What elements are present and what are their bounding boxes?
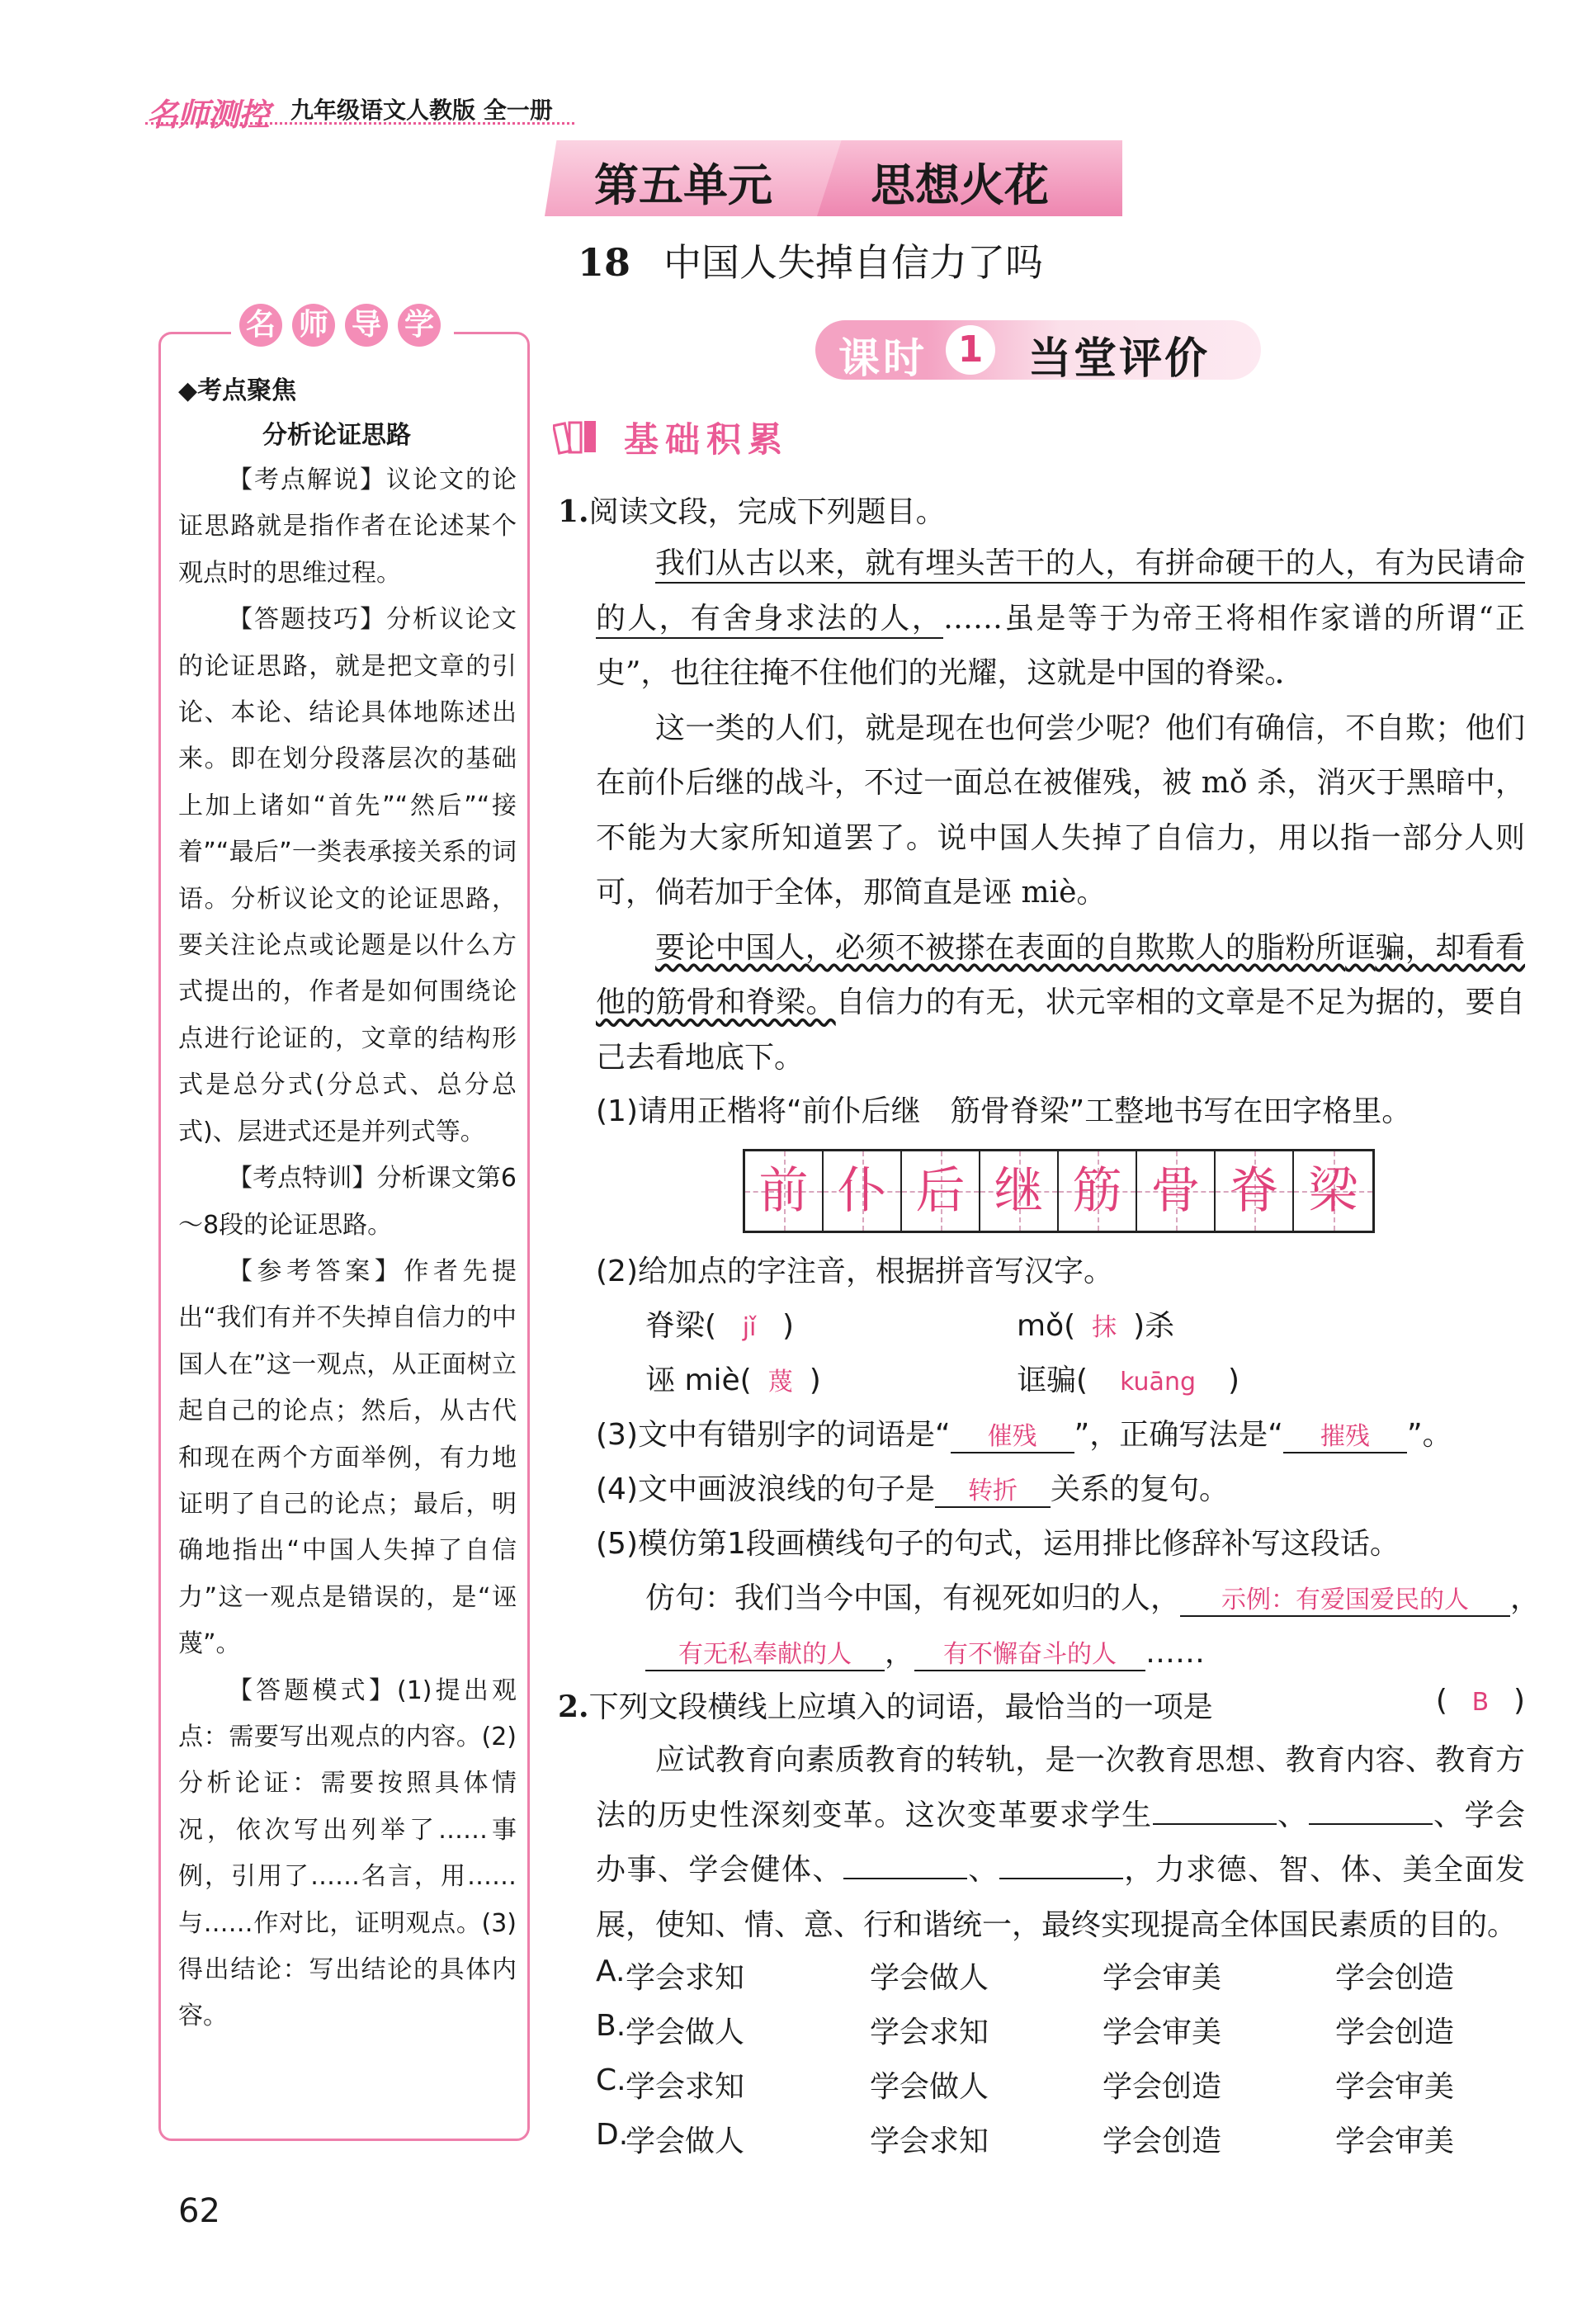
question-1-prompt [558, 489, 946, 531]
answer: 有不懈奋斗的人 [914, 1633, 1145, 1671]
question-text: 阅读文段，完成下列题目。 [588, 495, 946, 529]
guide-paragraph: 【参考答案】作者先提出“我们有并不失掉自信力的中国人在”这一观点，从正面树立起自己的论点；然后，从古代和现在两个方面举例，有力地证明了自己的论点；最后，明确地指出“中国人失掉了自信力”这一观点是错误的，是“诬蔑”。 [178, 1256, 517, 1659]
answer: 转折 [935, 1470, 1051, 1508]
underlined-sentence: 我们从古以来，就有埋头苦干的人，有拼命硬干的人，有为民请命的人，有舍身求法的人， [596, 546, 1525, 639]
lesson-title: 中国人失掉自信力了吗 [663, 240, 1044, 285]
unit-banner [545, 140, 1122, 216]
answer: 催残 [951, 1416, 1074, 1453]
grid-cell: 脊 [1216, 1151, 1294, 1231]
dotted-char: 诓 [1345, 930, 1376, 965]
unit-number: 第五单元 [594, 158, 772, 211]
header-divider [145, 122, 574, 125]
answer: B [1471, 1688, 1490, 1717]
page-number: 62 [178, 2192, 220, 2230]
grid-cell: 前 [745, 1151, 824, 1231]
period-badge [815, 320, 1261, 384]
answer: 有无私奉献的人 [645, 1633, 885, 1671]
brand-logo: 名师测控 [147, 97, 270, 133]
grid-cell: 梁 [1294, 1151, 1372, 1231]
teacher-guide-header [231, 304, 454, 357]
guide-badge-2: 师 [292, 304, 335, 347]
passage-text: 要论中国人，必须不被搽在表面的自欺欺人的脂粉所 [655, 930, 1346, 965]
answer-bracket: ( B ) [1435, 1684, 1525, 1718]
answer: 摧残 [1283, 1416, 1407, 1453]
pinyin-item: 诓骗( kuāng ) [1017, 1364, 1240, 1397]
book-icon [553, 418, 602, 457]
unit-name: 思想火花 [871, 158, 1049, 211]
question-2-prompt [558, 1684, 1525, 1726]
period-title: 当堂评价 [1028, 334, 1211, 384]
exam-focus-topic: 分析论证思路 [262, 421, 411, 450]
q1-sub2: (2)给加点的字注音，根据拼音写汉字。 [596, 1255, 1113, 1288]
passage-paragraph-1 [596, 536, 1525, 702]
guide-paragraph: 【考点解说】议论文的论证思路就是指作者在论述某个观点时的思维过程。 [178, 466, 517, 588]
q1-sub5: (5)模仿第1段画横线句子的句式，运用排比修辞补写这段话。 [596, 1527, 1400, 1561]
guide-badge-4: 学 [398, 304, 441, 347]
passage-paragraph-2: 这一类的人们，就是现在也何尝少呢？他们有确信，不自欺；他们在前仆后继的战斗，不过一面总在被催残，被 mǒ 杀，消灭于黑暗中，不能为大家所知道罢了。说中国人失掉了自信力，用以指一部分人则可，倘若加于全体，那简直是诬 miè。 [596, 711, 1525, 910]
guide-paragraph: 【答题技巧】分析议论文的论证思路，就是把文章的引论、本论、结论具体地陈述出来。即在划分段落层次的基础上加上诸如“首先”“然后”“接着”“最后”一类表承接关系的词语。分析议论文的论证思路，要关注论点或论题是以什么方式提出的，作者是如何围绕论点进行论证的，文章的结构形式是总分式(分总式、总分总式)、层进式还是并列式等。 [178, 605, 517, 1146]
question-text: 下列文段横线上应填入的词语，最恰当的一项是 [588, 1690, 1213, 1724]
grid-cell: 仆 [824, 1151, 902, 1231]
tianzige-grid [743, 1149, 1375, 1233]
lesson-number: 18 [578, 240, 631, 285]
passage-text: ……虽是等于为帝王将相作家谱的所谓“正史”，也往往掩不住他们的光耀，这就是中国的脊 [596, 601, 1525, 690]
period-number: 1 [946, 325, 995, 375]
question-number: 1. [558, 494, 589, 529]
lesson-title-line [578, 233, 1043, 287]
passage-text: 骗，却看看他的筋骨和脊梁。 [596, 930, 1525, 1019]
answer: 蔑 [767, 1368, 793, 1397]
q1-sub3: (3)文中有错别字的词语是“ 催残 ”，正确写法是“ 摧残 ”。 [596, 1411, 1452, 1453]
section-title: 基础积累 [624, 419, 790, 460]
grid-cell: 筋 [1059, 1151, 1137, 1231]
passage-text: 自信力的有无，状元宰相的文章是不足为据的，要自己去看地底下。 [596, 985, 1525, 1075]
guide-paragraph: 【考点特训】分析课文第6～8段的论证思路。 [178, 1164, 517, 1240]
pinyin-item: mǒ( 抹 )杀 [1017, 1302, 1174, 1345]
dotted-char: 梁 [1235, 656, 1265, 690]
grid-cell: 继 [980, 1151, 1059, 1231]
question-number: 2. [558, 1690, 589, 1724]
pinyin-item: 诬 miè( 蔑 ) [645, 1357, 821, 1399]
passage-paragraph-3 [596, 921, 1525, 1086]
book-title: 九年级语文人教版 全一册 [290, 97, 553, 124]
pinyin-item: 脊梁( jǐ ) [645, 1309, 795, 1343]
answer: 抹 [1092, 1313, 1117, 1342]
answer: jǐ [742, 1313, 757, 1342]
guide-paragraph: 【答题模式】(1)提出观点：需要写出观点的内容。(2)分析论证：需要按照具体情况，依次写出列举了……事例，引用了……名言，用……与……作对比，证明观点。(3)得出结论：写出结论的具体内容。 [178, 1675, 517, 2031]
guide-badge-1: 名 [239, 304, 282, 347]
passage-paragraph: 应试教育向素质教育的转轨，是一次教育思想、教育内容、教育方法的历史性深刻变革。这次变革要求学生 、 、学会办事、学会健体、 、 ，力求德、智、体、美全面发展，使知、情、意、行和谐统一，最终实现提高全体国民素质的目的。 [596, 1743, 1525, 1942]
q2-passage [596, 1733, 1525, 1953]
passage-text: 。 [1264, 656, 1295, 690]
imitate-line-1: 仿句：我们当今中国，有视死如归的人， 示例：有爱国爱民的人 ， [645, 1575, 1540, 1617]
grid-cell: 后 [902, 1151, 980, 1231]
period-label: 课时 [838, 334, 928, 382]
imitate-line-2: 有无私奉献的人 ， 有不懈奋斗的人 …… [645, 1629, 1205, 1671]
teacher-guide-text [178, 457, 517, 2040]
answer: kuāng [1120, 1368, 1196, 1397]
q1-passage [596, 536, 1525, 1085]
grid-cell: 骨 [1137, 1151, 1216, 1231]
exam-focus-heading: ◆考点聚焦 [178, 376, 297, 405]
guide-badge-3: 导 [345, 304, 388, 347]
q1-sub4: (4)文中画波浪线的句子是 转折 关系的复句。 [596, 1466, 1229, 1508]
answer: 示例：有爱国爱民的人 [1180, 1579, 1510, 1617]
q1-sub1: (1)请用正楷将“前仆后继 筋骨脊梁”工整地书写在田字格里。 [596, 1094, 1412, 1128]
